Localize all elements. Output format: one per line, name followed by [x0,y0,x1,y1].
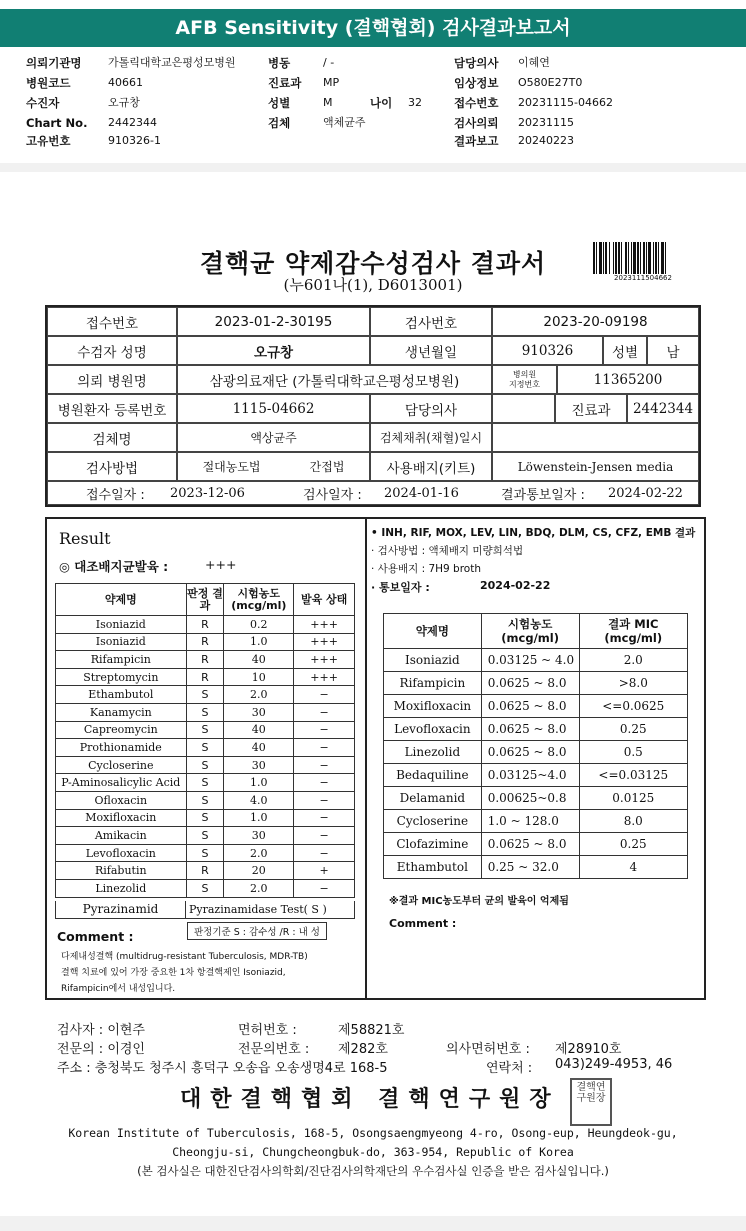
specialist: 전문의 : 이경인 [57,1042,145,1057]
concentration: 2.0 [224,686,294,704]
mic-drug-name: Ethambutol [384,856,482,879]
judgement: R [186,616,224,634]
sensitivity-table-body [56,616,355,898]
sensitivity-row [56,774,355,792]
sensitivity-table [55,583,355,898]
mic-row [384,856,688,879]
scanned-report [0,172,746,1216]
growth: − [294,739,355,757]
mic-drug-name: Bedaquiline [384,764,482,787]
drug-name: Rifabutin [56,862,187,880]
address: 주소 : 충청북도 청주시 흥덕구 오송읍 오송생명4로 168-5 [57,1061,388,1076]
medium-value: Löwenstein-Jensen media [492,452,699,481]
sex-value: 남 [647,336,699,365]
mic-range: 0.0625 ~ 8.0 [481,741,579,764]
contact-label: 연락처 : [486,1061,533,1076]
barcode-bar [661,242,664,274]
mic-table [383,613,688,879]
mic-row [384,718,688,741]
barcode-bar [631,242,632,274]
barcode-bar [596,242,597,274]
hospital-code-label: 병의원 지정번호 [492,365,557,394]
col-judgement: 판정 결과 [186,584,224,616]
judgement: S [186,703,224,721]
mic-drug-name: Clofazimine [384,833,482,856]
mic-box [367,517,706,1000]
drug-name: Capreomycin [56,721,187,739]
sensitivity-row [56,616,355,634]
barcode-bar [628,242,629,274]
concentration: 30 [224,703,294,721]
col-growth: 발육 상태 [294,584,355,616]
barcode-bar [655,242,657,274]
method-label: 검사방법 [47,452,177,481]
concentration: 4.0 [224,791,294,809]
drug-name: Amikacin [56,827,187,845]
sensitivity-row [56,844,355,862]
mic-result: 0.5 [579,741,687,764]
barcode-bar [618,242,620,274]
barcode-bar [613,242,614,274]
barcode-bar [633,242,636,274]
sensitivity-row [56,827,355,845]
judgement: S [186,791,224,809]
concentration: 40 [224,721,294,739]
birth-label: 생년월일 [370,336,492,365]
col-concentration: 시험농도 (mcg/ml) [224,584,294,616]
concentration: 30 [224,756,294,774]
document-title: 결핵균 약제감수성검사 결과서 [199,249,547,278]
growth: − [294,703,355,721]
address-en-1: Korean Institute of Tuberculosis, 168-5, Osongsaengmyeong 4-ro, Osong-eup, Heungdeok-gu, [68,1126,678,1140]
mic-range: 0.0625 ~ 8.0 [481,695,579,718]
hospital-code-value: 11365200 [557,365,699,394]
pza-name: Pyrazinamid [55,901,186,919]
patient-info-grid [45,305,701,507]
judgement: R [186,862,224,880]
address-en-2: Cheongju-si, Chungcheongbuk-do, 363-954, Republic of Korea [172,1145,574,1159]
concentration: 0.2 [224,616,294,634]
sex-label: 성별 [603,336,647,365]
mic-result: <=0.0625 [579,695,687,718]
barcode-bar [640,242,641,274]
sensitivity-row [56,756,355,774]
mic-result: 0.25 [579,718,687,741]
mic-row [384,672,688,695]
drug-name: Isoniazid [56,616,187,634]
mic-range: 0.0625 ~ 8.0 [481,718,579,741]
judgement: R [186,633,224,651]
drug-name: Ofloxacin [56,791,187,809]
concentration: 20 [224,862,294,880]
mic-drug-name: Isoniazid [384,649,482,672]
drug-name: Levofloxacin [56,844,187,862]
barcode-bar [603,242,604,274]
drug-name: Prothionamide [56,739,187,757]
judgement: S [186,844,224,862]
collect-value [492,423,699,452]
growth: − [294,791,355,809]
mic-result: 4 [579,856,687,879]
mic-row [384,810,688,833]
barcode-bar [605,242,607,274]
criteria-box: 판정기준 S : 감수성 /R : 내 성 [187,922,327,940]
drug-name: Streptomycin [56,668,187,686]
hospital-value: 삼광의료재단 (가톨릭대학교은평성모병원) [177,365,492,394]
test-no-label: 검사번호 [370,307,492,336]
judgement: S [186,879,224,897]
judgement: S [186,827,224,845]
concentration: 1.0 [224,633,294,651]
mic-drug-name: Cycloserine [384,810,482,833]
mic-row [384,833,688,856]
sensitivity-row [56,668,355,686]
sensitivity-row [56,721,355,739]
concentration: 2.0 [224,879,294,897]
mic-date: 2024-02-22 [480,579,551,592]
dept-label: 진료과 [555,394,627,423]
result-comment-label: Comment : [57,929,134,944]
specialist-license-label: 전문의번호 : [238,1042,310,1057]
judgement: S [186,756,224,774]
concentration: 2.0 [224,844,294,862]
growth: − [294,879,355,897]
mic-range: 0.03125~4.0 [481,764,579,787]
birth-value: 910326 [492,336,603,365]
sensitivity-row [56,651,355,669]
institution-name: 대한결핵협회 결핵연구원장 [180,1087,560,1112]
growth: − [294,827,355,845]
judgement: S [186,739,224,757]
barcode-number: 2023111504662 [614,274,672,282]
doctor-license-label: 의사면허번호 : [446,1042,530,1057]
growth: − [294,686,355,704]
sensitivity-row [56,791,355,809]
growth: +++ [294,651,355,669]
mic-range: 0.03125 ~ 4.0 [481,649,579,672]
report-title-bar: AFB Sensitivity (결핵협회) 검사결과보고서 [0,9,746,47]
barcode-image [593,242,693,274]
mic-result: 8.0 [579,810,687,833]
doctor-value [492,394,555,423]
mic-date-label: · 통보일자 : [371,581,430,594]
barcode-bar [646,242,647,274]
mic-note: ※결과 MIC농도부터 균의 발육이 억제됨 [389,896,569,907]
result-title: Result [59,529,111,548]
growth: − [294,844,355,862]
barcode-bar [637,242,639,274]
concentration: 1.0 [224,774,294,792]
mic-row [384,741,688,764]
pza-value: Pyrazinamidase Test( S ) [186,901,355,919]
comment-line-2: 결핵 치료에 있어 가장 중요한 1차 항결핵제인 Isoniazid, [61,968,286,978]
judgement: R [186,651,224,669]
mic-comment-label: Comment : [389,917,457,930]
barcode-bar [648,242,651,274]
method-value: 절대농도법 간접법 [177,452,370,481]
judgement: S [186,721,224,739]
judgement: R [186,668,224,686]
concentration: 30 [224,827,294,845]
sensitivity-row [56,633,355,651]
patient-name-label: 수검자 성명 [47,336,177,365]
mic-result: 0.0125 [579,787,687,810]
barcode-bar [615,242,617,274]
drug-name: Moxifloxacin [56,809,187,827]
barcode-bar [653,242,654,274]
mic-col-drug: 약제명 [384,614,482,649]
receipt-no-value: 2023-01-2-30195 [177,307,370,336]
drug-name: Rifampicin [56,651,187,669]
growth: − [294,756,355,774]
mic-medium: · 사용배지 : 7H9 broth [371,563,482,575]
mic-drug-name: Moxifloxacin [384,695,482,718]
doctor-license-no: 제28910호 [555,1042,622,1057]
document-subtitle: (누601나(1), D6013001) [283,276,463,294]
growth: +++ [294,633,355,651]
concentration: 40 [224,739,294,757]
test-no-value: 2023-20-09198 [492,307,699,336]
certification-note: (본 검사실은 대한진단검사의학회/진단검사의학재단의 우수검사실 인증을 받은 검사실입니다.) [137,1164,609,1178]
barcode-bar [593,242,595,274]
barcode-bar [599,242,602,274]
receipt-no-label: 접수번호 [47,307,177,336]
mic-row [384,649,688,672]
mic-method: · 검사방법 : 액체배지 미량희석법 [371,545,524,557]
mic-result: 2.0 [579,649,687,672]
growth: − [294,774,355,792]
official-seal: 결핵연구원장 [570,1078,612,1126]
mic-table-body [384,649,688,879]
col-drug: 약제명 [56,584,187,616]
medium-label: 사용배지(키트) [370,452,492,481]
judgement: S [186,686,224,704]
sensitivity-row [56,739,355,757]
mic-drug-name: Linezolid [384,741,482,764]
growth: +++ [294,668,355,686]
specialist-no: 제282호 [338,1042,388,1057]
report-header: AFB Sensitivity (결핵협회) 검사결과보고서 의뢰기관명 가톨릭대학교은평성모병원 병원코드 40661 수진자 오규창 Chart No. 2442344 고유번호 910326-1 병동 / - 진료과 MP 성별 M 나이 32 검체 액체균주 담당의사 이혜연 임상정보 O580E27T0 접수번호 20231115-04662 검사의뢰 20231115 결과보고 20240223 [0,0,746,163]
judgement: S [186,809,224,827]
growth: + [294,862,355,880]
control-growth-value: +++ [205,557,237,572]
barcode-bar [609,242,610,274]
doctor-label: 담당의사 [370,394,492,423]
concentration: 10 [224,668,294,686]
mic-title: • INH, RIF, MOX, LEV, LIN, BDQ, DLM, CS, CFZ, EMB 결과 [371,527,696,539]
mic-range: 0.0625 ~ 8.0 [481,672,579,695]
mic-col-range: 시험농도 (mcg/ml) [481,614,579,649]
mic-drug-name: Rifampicin [384,672,482,695]
mic-col-result: 결과 MIC (mcg/ml) [579,614,687,649]
dates-row: 접수일자 : 2023-12-06 검사일자 : 2024-01-16 결과통보일자 : 2024-02-22 [47,481,699,505]
comment-line-1: 다제내성결핵 (multidrug-resistant Tuberculosis, MDR-TB) [61,952,308,962]
reg-no-value: 1115-04662 [177,394,370,423]
sensitivity-row [56,809,355,827]
result-box [45,517,367,1000]
barcode-bar [625,242,627,274]
barcode-bar [658,242,659,274]
mic-range: 0.0625 ~ 8.0 [481,833,579,856]
sensitivity-row [56,862,355,880]
hospital-label: 의뢰 병원명 [47,365,177,394]
growth: − [294,721,355,739]
drug-name: Kanamycin [56,703,187,721]
collect-label: 검체채취(채혈)일시 [370,423,492,452]
contact-no: 043)249-4953, 46 [555,1057,673,1072]
drug-name: P-Aminosalicylic Acid [56,774,187,792]
mic-result: 0.25 [579,833,687,856]
barcode-bar [643,242,645,274]
sensitivity-row [56,703,355,721]
mic-row [384,695,688,718]
mic-range: 0.25 ~ 32.0 [481,856,579,879]
mic-result: <=0.03125 [579,764,687,787]
drug-name: Ethambutol [56,686,187,704]
mic-result: >8.0 [579,672,687,695]
license-label: 면허번호 : [238,1023,297,1038]
barcode-bar [621,242,622,274]
growth: − [294,809,355,827]
concentration: 40 [224,651,294,669]
mic-row [384,787,688,810]
specimen-value: 액상균주 [177,423,370,452]
comment-line-3: Rifampicin에서 내성입니다. [61,984,176,994]
tester: 검사자 : 이현주 [57,1023,145,1038]
barcode-bar [665,242,666,274]
mic-range: 1.0 ~ 128.0 [481,810,579,833]
drug-name: Linezolid [56,879,187,897]
sensitivity-row [56,686,355,704]
drug-name: Isoniazid [56,633,187,651]
reg-no-label: 병원환자 등록번호 [47,394,177,423]
mic-row [384,764,688,787]
patient-name-value: 오규창 [177,336,370,365]
specimen-label: 검체명 [47,423,177,452]
mic-range: 0.00625~0.8 [481,787,579,810]
sensitivity-row [56,879,355,897]
dept-value: 2442344 [627,394,699,423]
mic-drug-name: Levofloxacin [384,718,482,741]
concentration: 1.0 [224,809,294,827]
judgement: S [186,774,224,792]
control-growth-label: ◎ 대조배지균발육 : [59,559,169,574]
drug-name: Cycloserine [56,756,187,774]
growth: +++ [294,616,355,634]
mic-drug-name: Delamanid [384,787,482,810]
license-no: 제58821호 [338,1023,405,1038]
